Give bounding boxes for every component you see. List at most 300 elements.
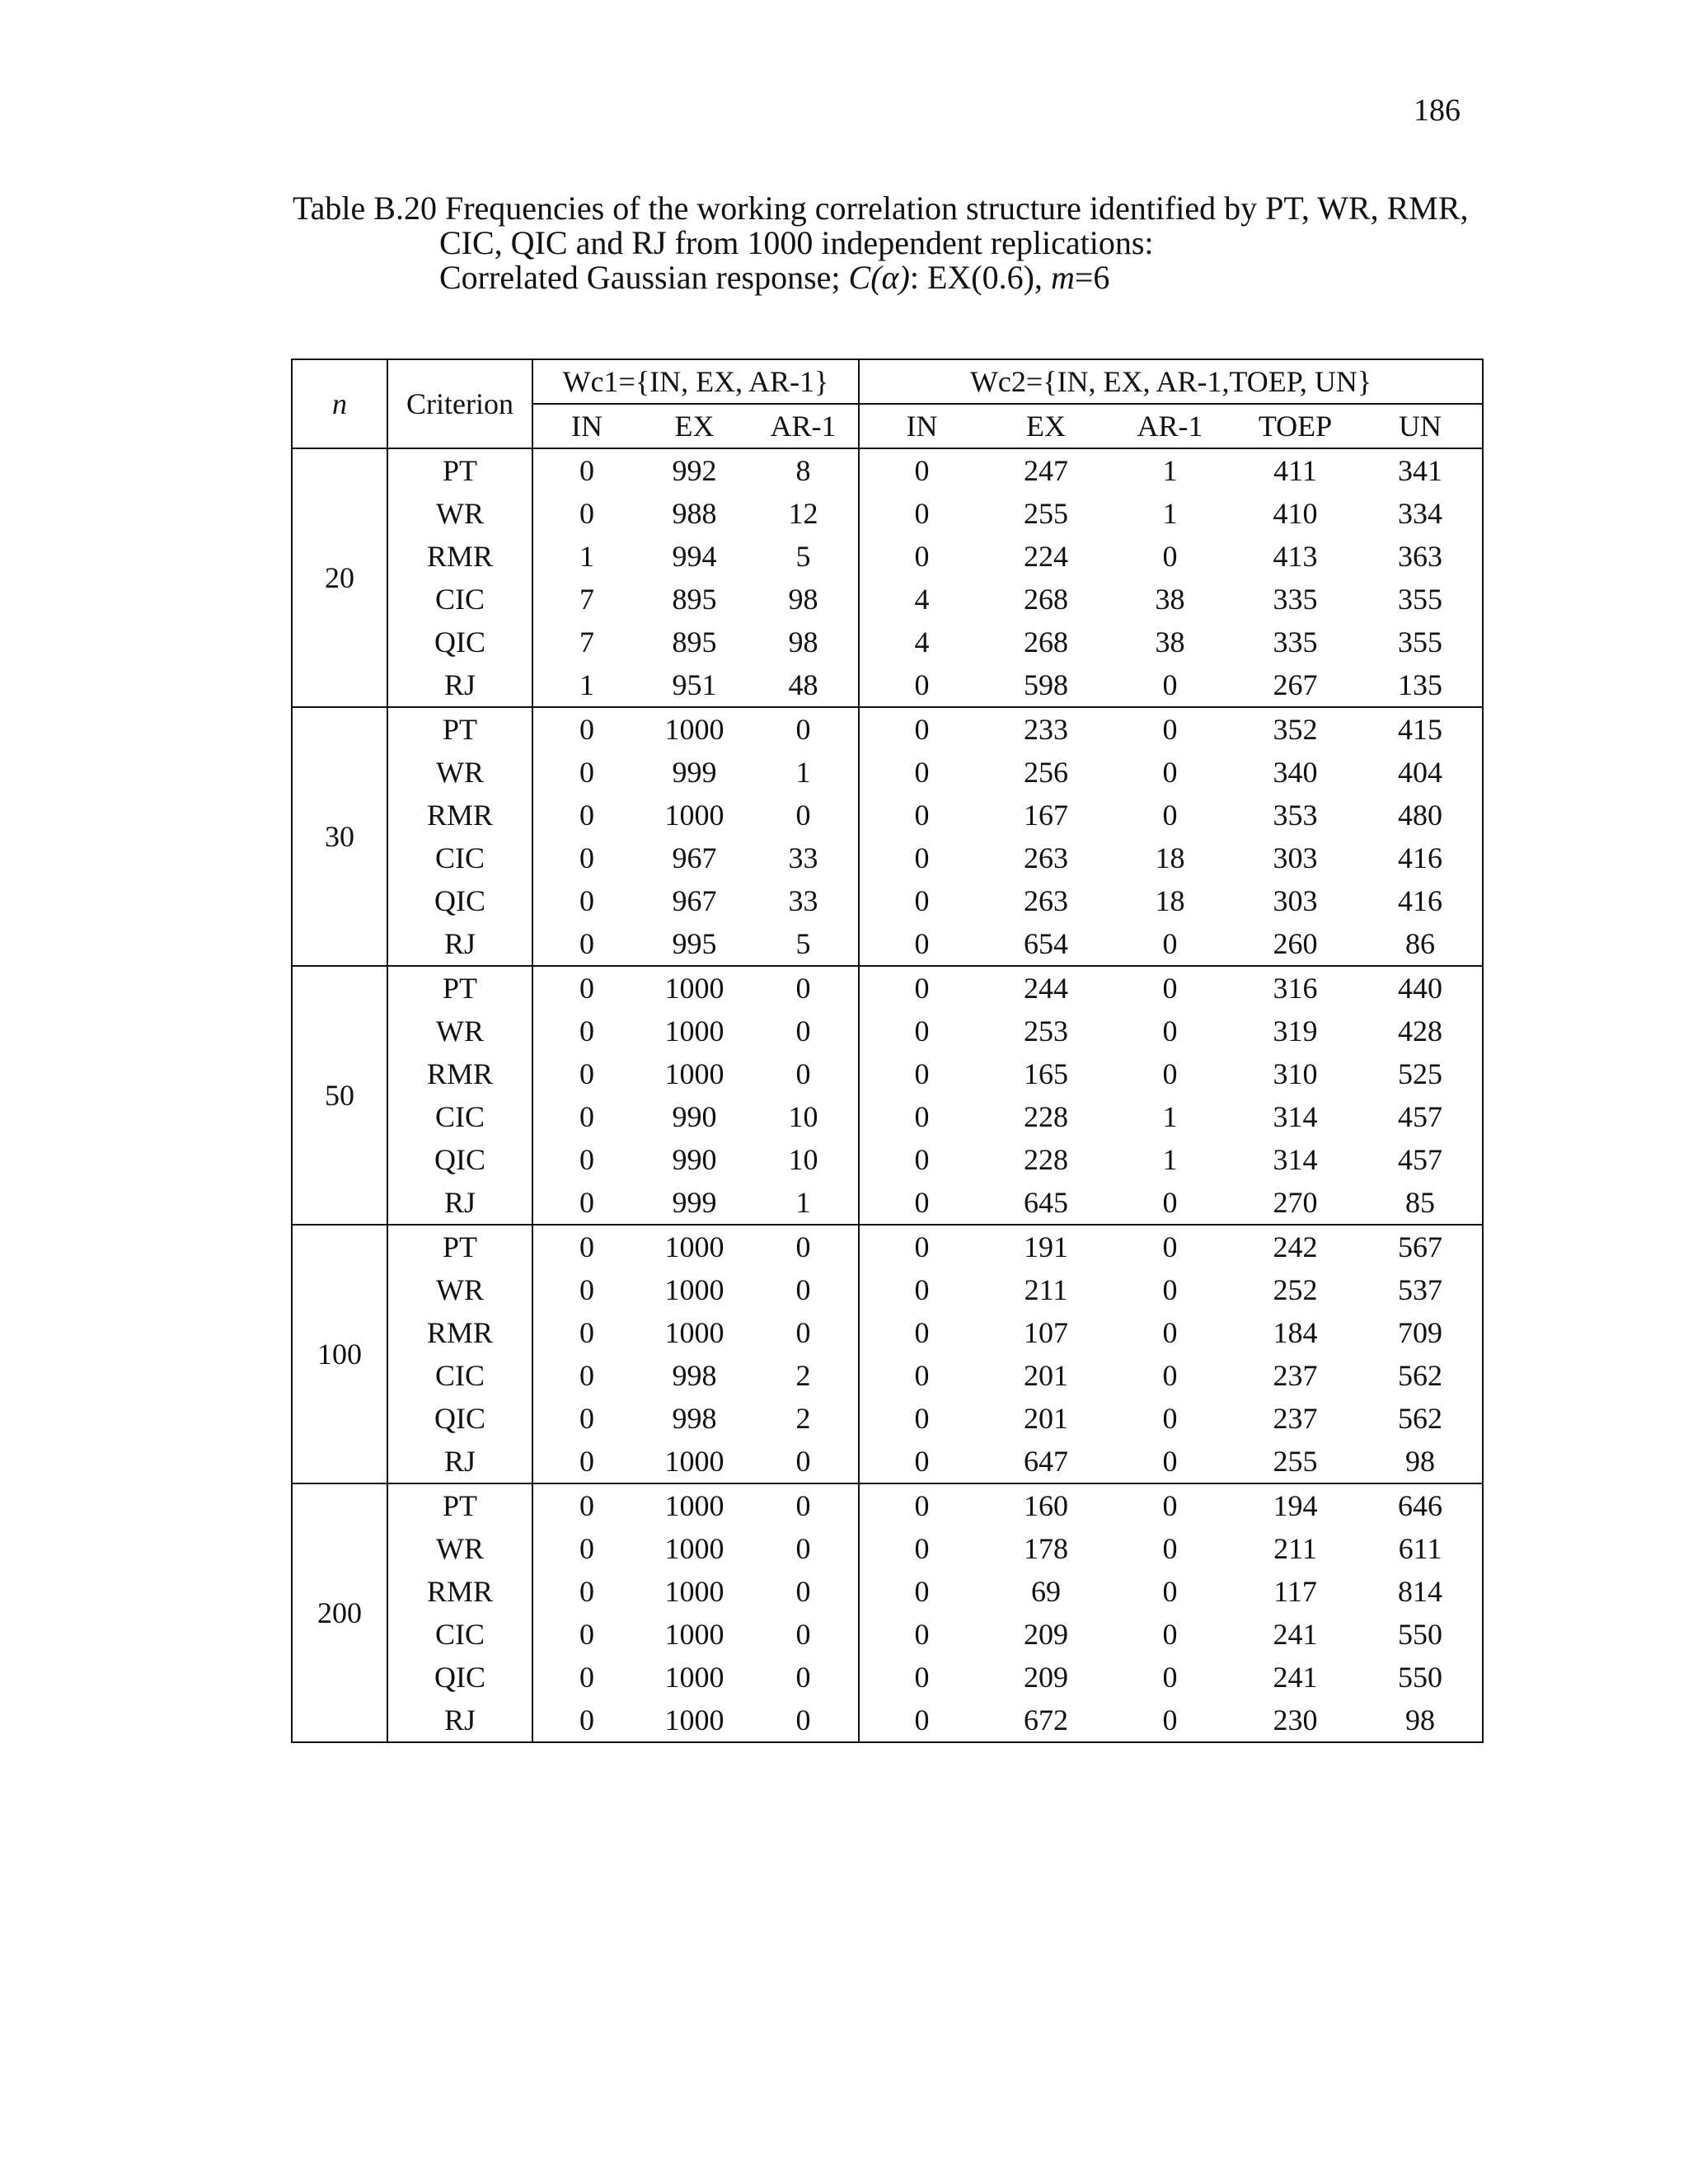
cell-wc1-ex: 1000 (640, 1699, 748, 1742)
cell-wc2-ex: 263 (1024, 841, 1069, 874)
cell-wc1-ex: 1000 (664, 1316, 724, 1349)
cell-wc1-ex: 1000 (664, 1489, 724, 1522)
cell-wc2-toep: 310 (1273, 1057, 1318, 1090)
cell-wc2-ex: 654 (984, 922, 1108, 966)
criterion-cell: RJ (387, 1440, 532, 1483)
table-row (292, 1440, 1483, 1483)
cell-wc2-toep: 316 (1273, 972, 1318, 1005)
cell-wc2-ex: 256 (1024, 756, 1069, 789)
header-n: n (292, 359, 387, 448)
caption-line-1: Table B.20 Frequencies of the working correlation structure identified by PT, WR, RMR, (293, 190, 1469, 227)
cell-wc2-in: 0 (859, 1181, 984, 1225)
subheader-wc2-toep: TOEP (1232, 404, 1358, 448)
cell-wc1-ar1: 33 (748, 837, 859, 879)
cell-wc2-ar1: 0 (1108, 922, 1232, 966)
cell-wc2-ex: 228 (1024, 1100, 1069, 1133)
cell-wc1-ar1: 0 (748, 1699, 859, 1742)
cell-wc2-ar1: 1 (1162, 1100, 1178, 1133)
cell-wc1-ex: 951 (640, 663, 748, 707)
criterion-cell: RJ (387, 1181, 532, 1225)
criterion-cell: QIC (387, 879, 532, 922)
table-row (292, 1225, 1483, 1268)
cell-wc1-ex: 1000 (640, 1440, 748, 1483)
cell-wc2-toep: 314 (1273, 1143, 1318, 1176)
cell-wc2-un: 98 (1358, 1699, 1483, 1742)
cell-wc2-ex: 253 (1024, 1015, 1069, 1047)
cell-wc2-un: 404 (1358, 751, 1483, 794)
n-value: 100 (292, 1225, 387, 1483)
cell-wc1-ar1: 0 (748, 1440, 859, 1483)
table-row (292, 1181, 1483, 1225)
subheader-wc1-in: IN (532, 404, 640, 448)
cell-wc2-in: 4 (914, 626, 930, 658)
cell-wc2-un: 428 (1358, 1010, 1483, 1052)
cell-wc2-toep: 303 (1273, 841, 1318, 874)
cell-wc2-toep: 237 (1273, 1402, 1318, 1435)
cell-wc2-ex: 160 (1024, 1489, 1069, 1522)
cell-wc2-ex: 233 (1024, 713, 1069, 746)
table-row (292, 966, 1483, 1010)
table-body (292, 448, 1483, 1742)
cell-wc2-un: 562 (1358, 1397, 1483, 1440)
cell-wc1-in: 0 (579, 454, 594, 487)
cell-wc2-ex: 255 (1024, 497, 1069, 530)
cell-wc1-ar1: 0 (748, 1613, 859, 1656)
cell-wc1-ex: 1000 (664, 1575, 724, 1608)
cell-wc2-in: 0 (914, 540, 930, 573)
cell-wc2-ex: 263 (1024, 884, 1069, 917)
table-row (292, 1354, 1483, 1397)
cell-wc2-toep: 335 (1273, 626, 1318, 658)
cell-wc2-ex: 268 (1024, 626, 1069, 658)
cell-wc2-toep: 353 (1273, 799, 1318, 832)
criterion-cell: WR (387, 751, 532, 794)
cell-wc2-un: 415 (1358, 707, 1483, 751)
header-group-wc2: Wc2={IN, EX, AR-1,TOEP, UN} (859, 359, 1483, 404)
caption-c-symbol: C (848, 259, 871, 296)
cell-wc1-in: 0 (579, 1661, 594, 1694)
table-row (292, 535, 1483, 578)
cell-wc1-in: 0 (579, 756, 594, 789)
cell-wc2-ex: 69 (1031, 1575, 1062, 1608)
caption-alpha-symbol: (α) (870, 259, 910, 296)
cell-wc1-ar1: 12 (748, 492, 859, 535)
cell-wc1-in: 0 (579, 841, 594, 874)
cell-wc2-in: 0 (914, 1316, 930, 1349)
cell-wc2-un: 814 (1358, 1570, 1483, 1613)
cell-wc1-ar1: 98 (748, 621, 859, 663)
cell-wc1-ar1: 0 (748, 1570, 859, 1613)
cell-wc1-ex: 999 (672, 756, 717, 789)
cell-wc2-ar1: 38 (1155, 583, 1185, 616)
page-number: 186 (1414, 93, 1461, 128)
cell-wc2-ar1: 0 (1162, 799, 1178, 832)
table-row (292, 1095, 1483, 1138)
table-caption (293, 191, 1488, 295)
cell-wc2-toep: 314 (1273, 1100, 1318, 1133)
cell-wc2-toep: 255 (1232, 1440, 1358, 1483)
table-row (292, 1138, 1483, 1181)
cell-wc2-un: 550 (1358, 1613, 1483, 1656)
table-row (292, 1052, 1483, 1095)
cell-wc2-ex: 209 (1024, 1618, 1069, 1651)
subheader-wc2-ar1: AR-1 (1108, 404, 1232, 448)
cell-wc1-in: 0 (579, 1575, 594, 1608)
cell-wc1-in: 0 (579, 1316, 594, 1349)
cell-wc2-ar1: 0 (1162, 972, 1178, 1005)
cell-wc2-ar1: 0 (1162, 1575, 1178, 1608)
cell-wc2-in: 0 (914, 1618, 930, 1651)
cell-wc1-ex: 1000 (664, 799, 724, 832)
cell-wc2-ar1: 0 (1162, 756, 1178, 789)
cell-wc2-in: 0 (914, 1015, 930, 1047)
cell-wc2-in: 0 (914, 799, 930, 832)
cell-wc1-ex: 1000 (664, 1057, 724, 1090)
cell-wc2-ex: 672 (984, 1699, 1108, 1742)
cell-wc2-ar1: 0 (1162, 1273, 1178, 1306)
cell-wc2-ex: 211 (1024, 1273, 1068, 1306)
cell-wc2-un: 457 (1358, 1095, 1483, 1138)
cell-wc1-in: 0 (532, 1181, 640, 1225)
cell-wc1-ar1: 0 (748, 794, 859, 837)
cell-wc1-ar1: 10 (748, 1138, 859, 1181)
cell-wc2-un: 355 (1358, 621, 1483, 663)
table-row (292, 1570, 1483, 1613)
cell-wc2-toep: 270 (1232, 1181, 1358, 1225)
cell-wc1-ar1: 0 (748, 1527, 859, 1570)
cell-wc2-toep: 241 (1273, 1661, 1318, 1694)
cell-wc2-ar1: 0 (1162, 1532, 1178, 1565)
criterion-cell: WR (387, 1527, 532, 1570)
cell-wc2-ar1: 0 (1162, 1057, 1178, 1090)
cell-wc1-ar1: 0 (748, 1656, 859, 1699)
criterion-cell: RMR (387, 794, 532, 837)
cell-wc1-in: 0 (579, 1359, 594, 1392)
cell-wc2-in: 0 (859, 663, 984, 707)
criterion-cell: WR (387, 492, 532, 535)
cell-wc2-un: 86 (1358, 922, 1483, 966)
subheader-wc2-un: UN (1358, 404, 1483, 448)
cell-wc2-in: 0 (859, 922, 984, 966)
cell-wc2-ar1: 0 (1108, 1181, 1232, 1225)
n-value: 50 (292, 966, 387, 1225)
cell-wc2-ex: 598 (984, 663, 1108, 707)
cell-wc2-in: 0 (914, 1489, 930, 1522)
table-row (292, 1613, 1483, 1656)
cell-wc1-ex: 990 (672, 1100, 717, 1133)
cell-wc2-in: 0 (914, 756, 930, 789)
subheader-wc2-ex: EX (984, 404, 1108, 448)
cell-wc1-ar1: 0 (748, 1268, 859, 1311)
cell-wc2-ex: 647 (984, 1440, 1108, 1483)
table-row (292, 1268, 1483, 1311)
cell-wc1-ex: 1000 (664, 1661, 724, 1694)
cell-wc1-ar1: 0 (748, 1311, 859, 1354)
cell-wc1-ar1: 33 (748, 879, 859, 922)
cell-wc2-toep: 340 (1273, 756, 1318, 789)
cell-wc2-ex: 268 (1024, 583, 1069, 616)
criterion-cell: PT (387, 966, 532, 1010)
table-row (292, 448, 1483, 492)
cell-wc1-ex: 895 (672, 626, 717, 658)
cell-wc1-ar1: 0 (748, 1483, 859, 1527)
cell-wc1-in: 0 (579, 1273, 594, 1306)
table-row (292, 751, 1483, 794)
cell-wc1-ar1: 48 (748, 663, 859, 707)
cell-wc2-in: 0 (914, 1273, 930, 1306)
cell-wc1-in: 7 (579, 583, 594, 616)
cell-wc1-in: 0 (579, 1618, 594, 1651)
cell-wc1-ex: 994 (672, 540, 717, 573)
criterion-cell: PT (387, 1483, 532, 1527)
caption-line-3 (293, 260, 1488, 295)
caption-m-symbol: m (1050, 259, 1075, 296)
cell-wc2-ar1: 38 (1155, 626, 1185, 658)
cell-wc1-in: 0 (579, 1532, 594, 1565)
cell-wc1-in: 0 (579, 1015, 594, 1047)
cell-wc2-un: 416 (1358, 879, 1483, 922)
cell-wc2-toep: 260 (1232, 922, 1358, 966)
cell-wc1-ar1: 1 (748, 751, 859, 794)
cell-wc2-un: 567 (1358, 1225, 1483, 1268)
cell-wc2-in: 0 (914, 972, 930, 1005)
cell-wc2-ar1: 0 (1162, 1015, 1178, 1047)
cell-wc1-ar1: 8 (748, 448, 859, 492)
cell-wc1-ex: 1000 (664, 1532, 724, 1565)
cell-wc2-toep: 194 (1273, 1489, 1318, 1522)
caption-line-2: CIC, QIC and RJ from 1000 independent replications: (439, 224, 1154, 261)
table-row (292, 492, 1483, 535)
criterion-cell: RMR (387, 1311, 532, 1354)
table-row (292, 1483, 1483, 1527)
criterion-cell: RMR (387, 1570, 532, 1613)
table-row (292, 922, 1483, 966)
cell-wc2-ar1: 0 (1162, 1661, 1178, 1694)
cell-wc2-un: 525 (1358, 1052, 1483, 1095)
cell-wc1-ex: 967 (672, 841, 717, 874)
cell-wc2-ar1: 0 (1162, 1230, 1178, 1263)
n-value: 20 (292, 448, 387, 707)
cell-wc2-toep: 242 (1273, 1230, 1318, 1263)
criterion-cell: CIC (387, 1354, 532, 1397)
cell-wc1-in: 7 (579, 626, 594, 658)
criterion-cell: PT (387, 707, 532, 751)
cell-wc2-ex: 107 (1024, 1316, 1069, 1349)
cell-wc1-in: 1 (579, 540, 594, 573)
cell-wc2-toep: 319 (1273, 1015, 1318, 1047)
table-row (292, 837, 1483, 879)
cell-wc1-ar1: 5 (748, 922, 859, 966)
cell-wc1-ex: 998 (672, 1402, 717, 1435)
cell-wc1-ex: 992 (672, 454, 717, 487)
cell-wc2-in: 0 (914, 713, 930, 746)
table-row (292, 707, 1483, 751)
criterion-cell: RMR (387, 535, 532, 578)
criterion-cell: CIC (387, 578, 532, 621)
cell-wc1-ex: 1000 (664, 1230, 724, 1263)
header-group-wc1: Wc1={IN, EX, AR-1} (532, 359, 859, 404)
cell-wc2-toep: 211 (1273, 1532, 1317, 1565)
cell-wc1-ex: 1000 (664, 713, 724, 746)
criterion-cell: RMR (387, 1052, 532, 1095)
cell-wc2-in: 0 (914, 1057, 930, 1090)
criterion-cell: PT (387, 448, 532, 492)
criterion-cell: PT (387, 1225, 532, 1268)
cell-wc2-un: 355 (1358, 578, 1483, 621)
criterion-cell: RJ (387, 663, 532, 707)
header-criterion: Criterion (387, 359, 532, 448)
subheader-wc1-ar1: AR-1 (748, 404, 859, 448)
cell-wc2-ar1: 18 (1155, 884, 1185, 917)
cell-wc2-ex: 178 (1024, 1532, 1069, 1565)
criterion-cell: CIC (387, 837, 532, 879)
cell-wc2-toep: 241 (1273, 1618, 1318, 1651)
cell-wc2-un: 98 (1358, 1440, 1483, 1483)
cell-wc2-in: 0 (914, 1575, 930, 1608)
cell-wc1-in: 1 (532, 663, 640, 707)
cell-wc1-in: 0 (579, 1100, 594, 1133)
cell-wc1-ar1: 5 (748, 535, 859, 578)
cell-wc2-ar1: 0 (1108, 663, 1232, 707)
cell-wc1-in: 0 (579, 799, 594, 832)
cell-wc1-ar1: 0 (748, 966, 859, 1010)
cell-wc1-in: 0 (579, 1402, 594, 1435)
cell-wc2-un: 457 (1358, 1138, 1483, 1181)
criterion-cell: QIC (387, 1397, 532, 1440)
cell-wc2-toep: 411 (1273, 454, 1317, 487)
cell-wc2-un: 611 (1358, 1527, 1483, 1570)
cell-wc1-ar1: 10 (748, 1095, 859, 1138)
cell-wc1-ex: 1000 (664, 1015, 724, 1047)
cell-wc2-ar1: 0 (1108, 1699, 1232, 1742)
cell-wc1-ex: 990 (672, 1143, 717, 1176)
table-row (292, 1397, 1483, 1440)
cell-wc1-in: 0 (579, 1057, 594, 1090)
cell-wc2-un: 334 (1358, 492, 1483, 535)
n-value: 30 (292, 707, 387, 966)
cell-wc1-in: 0 (579, 972, 594, 1005)
table-row (292, 1656, 1483, 1699)
cell-wc2-ar1: 0 (1162, 1402, 1178, 1435)
cell-wc2-toep: 267 (1232, 663, 1358, 707)
cell-wc2-ex: 165 (1024, 1057, 1069, 1090)
cell-wc2-ar1: 0 (1162, 713, 1178, 746)
table-row (292, 879, 1483, 922)
caption-line-3-end: =6 (1074, 259, 1110, 296)
cell-wc1-ar1: 0 (748, 1225, 859, 1268)
cell-wc1-ar1: 1 (748, 1181, 859, 1225)
cell-wc1-ex: 1000 (664, 1618, 724, 1651)
criterion-cell: WR (387, 1010, 532, 1052)
cell-wc2-ar1: 1 (1162, 1143, 1178, 1176)
cell-wc2-toep: 303 (1273, 884, 1318, 917)
cell-wc2-ar1: 1 (1162, 454, 1178, 487)
cell-wc2-in: 0 (914, 1661, 930, 1694)
cell-wc1-in: 0 (579, 1143, 594, 1176)
cell-wc1-ar1: 2 (748, 1397, 859, 1440)
table-row (292, 1527, 1483, 1570)
cell-wc2-un: 480 (1358, 794, 1483, 837)
cell-wc1-in: 0 (532, 922, 640, 966)
caption-line-3-prefix: Correlated Gaussian response; (439, 259, 849, 296)
cell-wc2-un: 550 (1358, 1656, 1483, 1699)
cell-wc2-in: 0 (859, 1699, 984, 1742)
table-row (292, 794, 1483, 837)
subheader-wc1-ex: EX (640, 404, 748, 448)
cell-wc1-ex: 999 (640, 1181, 748, 1225)
cell-wc2-in: 0 (914, 1532, 930, 1565)
cell-wc1-ex: 988 (672, 497, 717, 530)
subheader-wc2-in: IN (859, 404, 984, 448)
cell-wc2-toep: 252 (1273, 1273, 1318, 1306)
cell-wc2-in: 0 (914, 884, 930, 917)
cell-wc2-ex: 645 (984, 1181, 1108, 1225)
cell-wc2-ar1: 0 (1162, 1316, 1178, 1349)
cell-wc1-ar1: 0 (748, 1052, 859, 1095)
cell-wc1-ar1: 0 (748, 707, 859, 751)
cell-wc2-ex: 201 (1024, 1402, 1069, 1435)
cell-wc1-ex: 1000 (664, 1273, 724, 1306)
cell-wc2-toep: 184 (1273, 1316, 1318, 1349)
cell-wc2-in: 0 (914, 1359, 930, 1392)
cell-wc2-ex: 209 (1024, 1661, 1069, 1694)
cell-wc1-in: 0 (579, 884, 594, 917)
cell-wc2-ar1: 0 (1108, 1440, 1232, 1483)
cell-wc1-ex: 967 (672, 884, 717, 917)
cell-wc2-in: 0 (914, 1143, 930, 1176)
criterion-cell: CIC (387, 1613, 532, 1656)
cell-wc2-un: 537 (1358, 1268, 1483, 1311)
cell-wc2-ex: 228 (1024, 1143, 1069, 1176)
cell-wc1-ar1: 0 (748, 1010, 859, 1052)
cell-wc2-un: 709 (1358, 1311, 1483, 1354)
table-row (292, 663, 1483, 707)
cell-wc2-in: 0 (914, 1402, 930, 1435)
cell-wc2-ar1: 0 (1162, 1489, 1178, 1522)
cell-wc2-toep: 117 (1273, 1575, 1317, 1608)
cell-wc2-ex: 191 (1024, 1230, 1069, 1263)
cell-wc2-un: 341 (1358, 448, 1483, 492)
cell-wc2-un: 85 (1358, 1181, 1483, 1225)
cell-wc1-ar1: 98 (748, 578, 859, 621)
cell-wc2-ex: 224 (1024, 540, 1069, 573)
cell-wc2-ex: 244 (1024, 972, 1069, 1005)
cell-wc2-ar1: 1 (1162, 497, 1178, 530)
table-row (292, 1010, 1483, 1052)
table-row (292, 578, 1483, 621)
table-row (292, 1311, 1483, 1354)
cell-wc2-toep: 237 (1273, 1359, 1318, 1392)
cell-wc2-ex: 167 (1024, 799, 1069, 832)
cell-wc2-in: 4 (914, 583, 930, 616)
caption-line-3-mid: : EX(0.6), (909, 259, 1051, 296)
cell-wc2-in: 0 (914, 1230, 930, 1263)
cell-wc1-in: 0 (532, 1699, 640, 1742)
criterion-cell: QIC (387, 1656, 532, 1699)
cell-wc2-un: 646 (1358, 1483, 1483, 1527)
cell-wc2-un: 416 (1358, 837, 1483, 879)
cell-wc2-ex: 201 (1024, 1359, 1069, 1392)
frequency-table (291, 359, 1484, 1743)
cell-wc2-toep: 352 (1273, 713, 1318, 746)
criterion-cell: QIC (387, 1138, 532, 1181)
cell-wc1-ex: 895 (672, 583, 717, 616)
cell-wc2-toep: 413 (1273, 540, 1318, 573)
table-row (292, 621, 1483, 663)
cell-wc2-in: 0 (914, 841, 930, 874)
cell-wc2-ar1: 0 (1162, 1618, 1178, 1651)
cell-wc1-ex: 995 (640, 922, 748, 966)
